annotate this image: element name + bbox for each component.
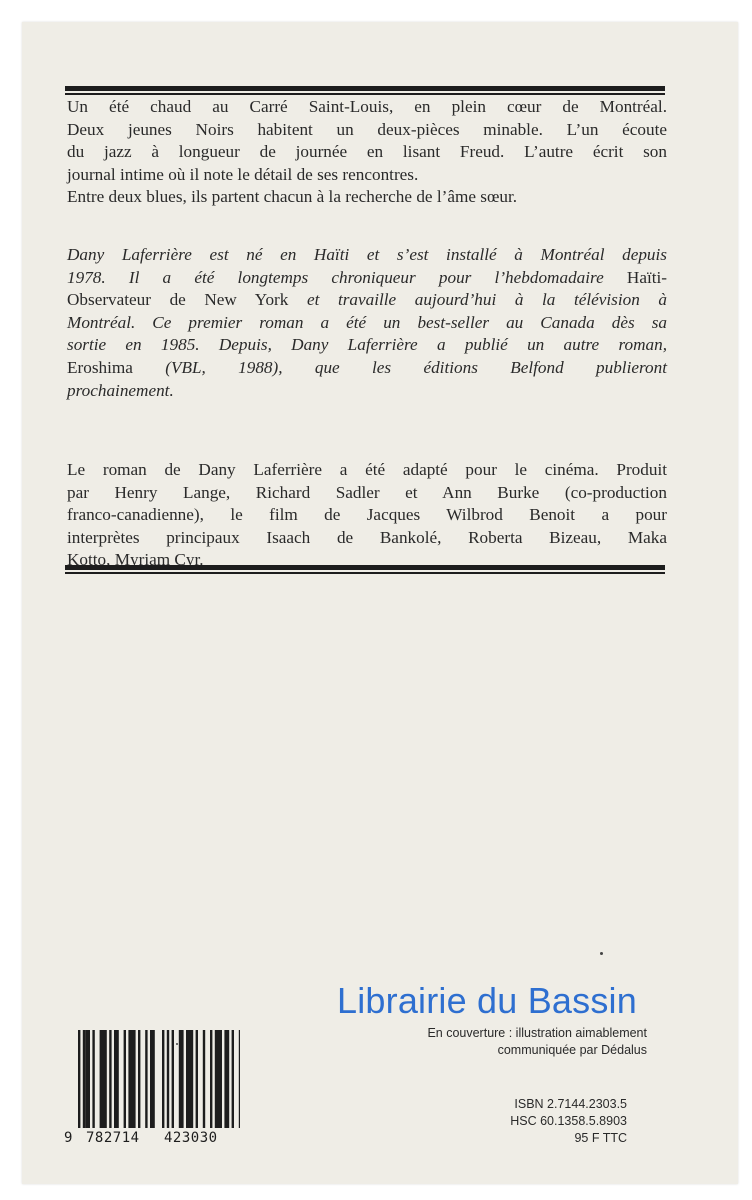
barcode-right-digits: 423030 xyxy=(164,1130,218,1146)
barcode-bar xyxy=(224,1030,229,1128)
film-line: Le roman de Dany Laferrière a été adapté pour le cinéma. Produit xyxy=(67,460,667,479)
bio-line xyxy=(67,357,667,380)
bio-line: Montréal. Ce premier roman a été un best-seller au Canada dès sa xyxy=(67,312,667,332)
barcode-bars xyxy=(78,1030,240,1128)
barcode-bar xyxy=(239,1030,240,1128)
barcode-bar xyxy=(128,1030,135,1128)
barcode-bar xyxy=(167,1030,169,1128)
credit-line: En couverture : illustration aimablement xyxy=(427,1026,647,1040)
book-title: Eroshima xyxy=(67,357,133,377)
barcode-bar xyxy=(210,1030,212,1128)
hsc-line: HSC 60.1358.5.8903 xyxy=(510,1114,627,1128)
bottom-double-rule xyxy=(65,565,665,574)
bio-line xyxy=(67,267,667,290)
summary-line: Un été chaud au Carré Saint-Louis, en plein cœur de Montréal. xyxy=(67,97,667,116)
bio-line xyxy=(67,289,667,312)
summary-line: Deux jeunes Noirs habitent un deux-pièces minable. L’un écoute xyxy=(67,119,667,139)
film-line: Kotto, Myriam Cyr. xyxy=(67,550,204,570)
speck xyxy=(600,952,603,955)
barcode-bar xyxy=(124,1030,126,1128)
cover-credit xyxy=(427,1025,647,1059)
barcode-bar xyxy=(92,1030,94,1128)
barcode-left-digits: 782714 xyxy=(86,1130,140,1146)
barcode-bar xyxy=(186,1030,193,1128)
barcode-bar xyxy=(162,1030,164,1128)
barcode-bar xyxy=(138,1030,140,1128)
barcode-bar xyxy=(145,1030,147,1128)
barcode-bar xyxy=(232,1030,234,1128)
barcode-bar xyxy=(83,1030,85,1128)
film-paragraph xyxy=(67,459,667,572)
barcode-bar xyxy=(100,1030,107,1128)
barcode-digits xyxy=(64,1130,240,1146)
film-line: par Henry Lange, Richard Sadler et Ann Burke (co-production xyxy=(67,482,667,502)
barcode-bar xyxy=(150,1030,155,1128)
bio-line-italic: et travaille aujourd’hui à la télévision à xyxy=(306,290,667,310)
film-line: franco-canadienne), le film de Jacques Wilbrod Benoit a pour xyxy=(67,505,667,525)
barcode-bar xyxy=(172,1030,174,1128)
barcode-bar xyxy=(196,1030,198,1128)
speck xyxy=(176,1043,178,1045)
barcode xyxy=(64,1030,240,1144)
bookshop-watermark: Librairie du Bassin xyxy=(337,980,637,1021)
isbn-block xyxy=(510,1096,627,1147)
barcode-bar xyxy=(78,1030,80,1128)
summary-line: Entre deux blues, ils partent chacun à la recherche de l’âme sœur. xyxy=(67,187,518,207)
bio-line: Dany Laferrière est né en Haïti et s’est installé à Montréal depuis xyxy=(67,245,667,264)
bio-line: prochainement. xyxy=(67,380,174,400)
bio-line-italic: 1978. Il a été longtemps chroniqueur pour l’hebdomadaire xyxy=(67,267,604,287)
newspaper-name: Haïti- xyxy=(626,267,667,287)
barcode-bar xyxy=(203,1030,205,1128)
isbn-line: ISBN 2.7144.2303.5 xyxy=(514,1097,627,1111)
bio-line-italic: (VBL, 1988), que les éditions Belfond publieront xyxy=(165,357,667,377)
barcode-bar xyxy=(179,1030,184,1128)
summary-line: journal intime où il note le détail de ses rencontres. xyxy=(67,164,419,184)
barcode-bar xyxy=(85,1030,90,1128)
top-double-rule xyxy=(65,86,665,95)
price-line: 95 F TTC xyxy=(574,1131,627,1145)
barcode-bar xyxy=(109,1030,111,1128)
author-bio-paragraph xyxy=(67,244,667,402)
barcode-bar xyxy=(114,1030,119,1128)
summary-paragraph xyxy=(67,96,667,209)
barcode-bar xyxy=(215,1030,222,1128)
newspaper-name-cont: Observateur de New York xyxy=(67,290,289,310)
film-line: interprètes principaux Isaach de Bankolé, Roberta Bizeau, Maka xyxy=(67,527,667,547)
credit-line: communiquée par Dédalus xyxy=(497,1043,647,1057)
bio-line: sortie en 1985. Depuis, Dany Laferrière a publié un autre roman, xyxy=(67,335,667,355)
barcode-lead-digit: 9 xyxy=(64,1130,73,1146)
summary-line: du jazz à longueur de journée en lisant Freud. L’autre écrit son xyxy=(67,142,667,162)
